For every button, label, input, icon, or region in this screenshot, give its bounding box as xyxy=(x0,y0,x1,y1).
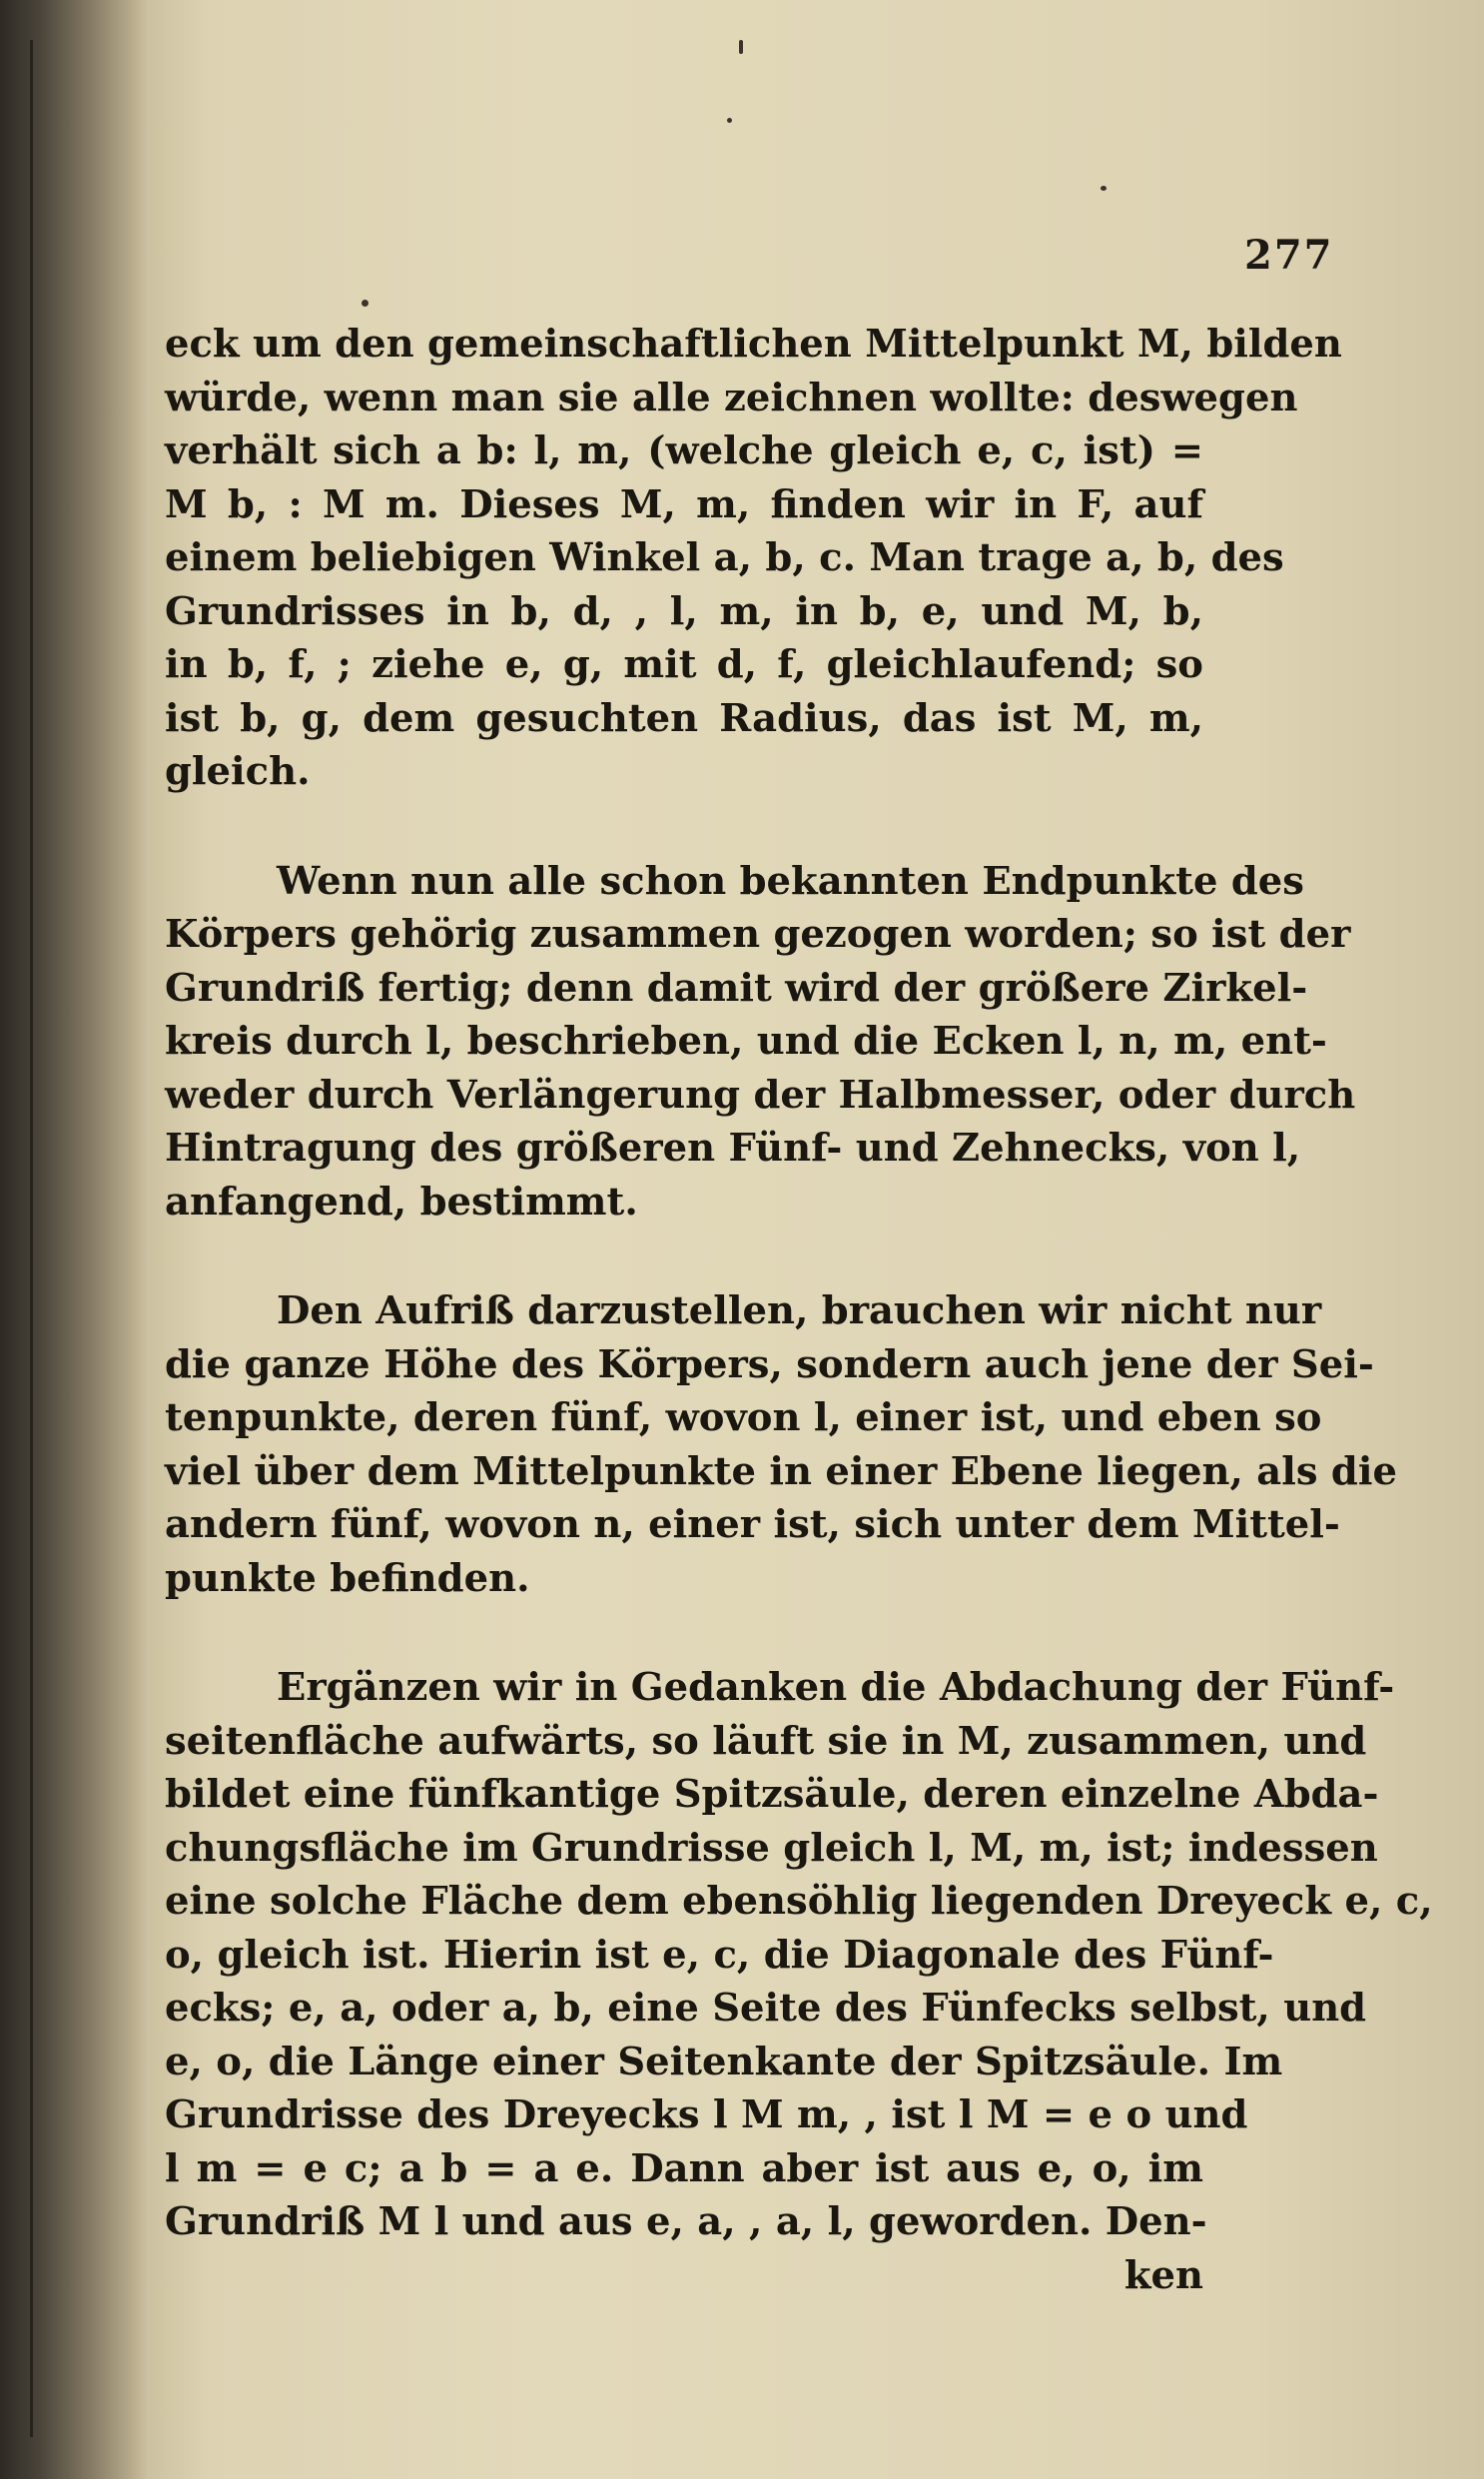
text-line: die ganze Höhe des Körpers, sondern auch jene der Sei- xyxy=(165,1341,1374,1387)
text-line: l m = e c; a b = a e. Dann aber ist aus e, o, im xyxy=(165,2145,1203,2191)
text-line: anfangend, bestimmt. xyxy=(165,1179,638,1225)
text-line: in b, f, ; ziehe e, g, mit d, f, gleichlaufend; so xyxy=(165,642,1203,687)
page-body-text xyxy=(165,318,1433,2302)
ink-speck xyxy=(362,300,369,307)
text-line: würde, wenn man sie alle zeichnen wollte: deswegen xyxy=(165,375,1298,420)
text-line: einem beliebigen Winkel a, b, c. Man trage a, b, des xyxy=(165,535,1284,580)
text-line: bildet eine fünfkantige Spitzsäule, deren einzelne Abda- xyxy=(165,1772,1379,1817)
text-line: weder durch Verlängerung der Halbmesser, oder durch xyxy=(165,1072,1356,1118)
ink-speck xyxy=(1101,186,1107,191)
text-line: ecks; e, a, oder a, b, eine Seite des Fünfecks selbst, und xyxy=(165,1986,1367,2031)
book-page xyxy=(150,0,1484,2479)
text-line: viel über dem Mittelpunkte in einer Ebene liegen, als die xyxy=(165,1448,1397,1494)
paragraph-1 xyxy=(165,318,1342,799)
text-line: punkte befinden. xyxy=(165,1555,530,1601)
text-line: Grundrisse des Dreyecks l M m, , ist l M = e o und xyxy=(165,2092,1248,2137)
text-line: Den Aufriß darzustellen, brauchen wir nicht nur xyxy=(277,1288,1322,1333)
text-line: andern fünf, wovon n, einer ist, sich unter dem Mittel- xyxy=(165,1502,1340,1547)
text-line: M b, : M m. Dieses M, m, finden wir in F, auf xyxy=(165,481,1203,527)
text-line: o, gleich ist. Hierin ist e, c, die Diagonale des Fünf- xyxy=(165,1932,1274,1978)
page-number: 277 xyxy=(1244,232,1334,279)
catchword: ken xyxy=(1123,2252,1203,2298)
text-line: Ergänzen wir in Gedanken die Abdachung der Fünf- xyxy=(277,1665,1395,1710)
text-line: chungsfläche im Grundrisse gleich l, M, m, ist; indessen xyxy=(165,1825,1378,1871)
text-line: eine solche Fläche dem ebensöhlig liegenden Dreyeck e, c, xyxy=(165,1879,1433,1924)
book-spine-shadow xyxy=(0,0,150,2479)
ink-speck xyxy=(739,40,743,54)
text-line: gleich. xyxy=(165,749,311,794)
text-line: seitenfläche aufwärts, so läuft sie in M, zusammen, und xyxy=(165,1718,1367,1764)
text-line: Grundrisses in b, d, , l, m, in b, e, und M, b, xyxy=(165,588,1203,634)
text-line: ist b, g, dem gesuchten Radius, das ist M, m, xyxy=(165,695,1203,741)
paragraph-2 xyxy=(165,855,1356,1230)
paragraph-3 xyxy=(165,1284,1397,1605)
text-line: Grundriß M l und aus e, a, , a, l, geworden. Den- xyxy=(165,2199,1207,2244)
text-line: eck um den gemeinschaftlichen Mittelpunkt M, bilden xyxy=(165,322,1342,367)
ink-speck xyxy=(727,118,732,123)
text-line: Körpers gehörig zusammen gezogen worden; so ist der xyxy=(165,912,1351,957)
text-line: tenpunkte, deren fünf, wovon l, einer ist, und eben so xyxy=(165,1395,1322,1440)
text-line: Grundriß fertig; denn damit wird der größere Zirkel- xyxy=(165,965,1308,1011)
text-line: Hintragung des größeren Fünf- und Zehnecks, von l, xyxy=(165,1126,1301,1171)
text-line: e, o, die Länge einer Seitenkante der Spitzsäule. Im xyxy=(165,2039,1283,2084)
text-line: Wenn nun alle schon bekannten Endpunkte des xyxy=(277,858,1304,904)
paragraph-4 xyxy=(165,1661,1433,2302)
text-line: kreis durch l, beschrieben, und die Ecken l, n, m, ent- xyxy=(165,1019,1327,1064)
page-gutter-line xyxy=(30,40,33,2437)
text-line: verhält sich a b: l, m, (welche gleich e, c, ist) = xyxy=(165,428,1203,473)
